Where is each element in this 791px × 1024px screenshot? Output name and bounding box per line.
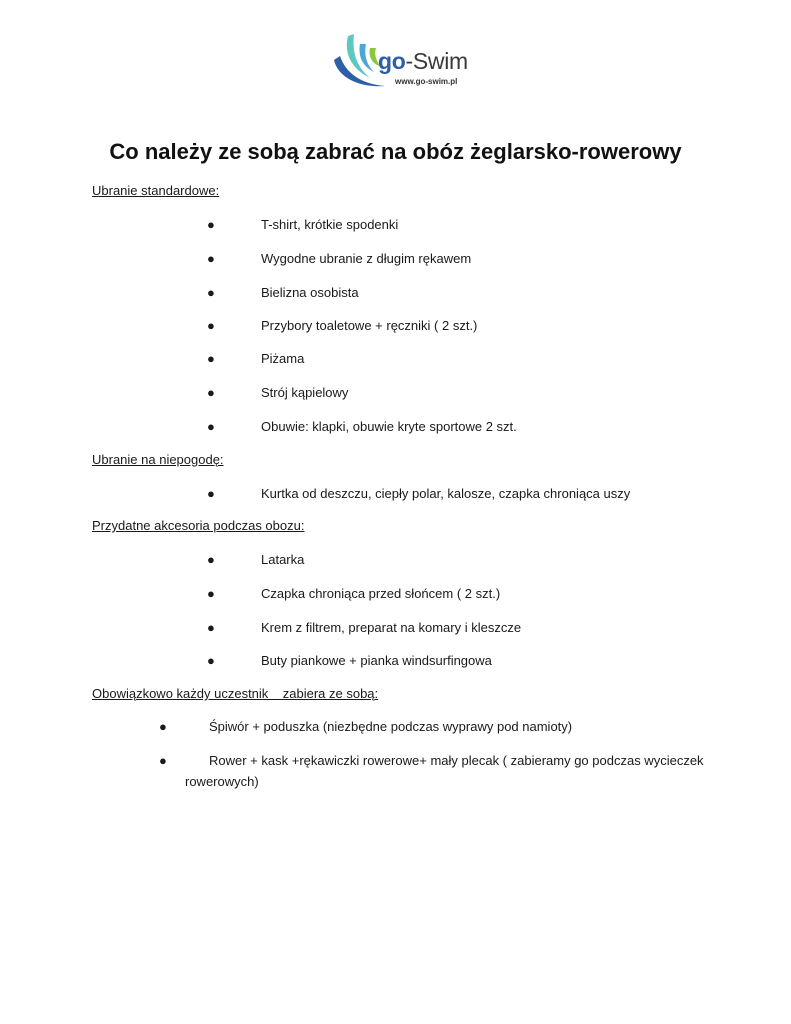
list-item — [207, 350, 305, 368]
bullet-icon: ● — [159, 719, 167, 734]
list-item-text: Czapka chroniąca przed słońcem ( 2 szt.) — [261, 586, 501, 601]
list-item — [207, 384, 349, 402]
list-item — [207, 317, 478, 335]
list-item — [207, 652, 492, 670]
list-item-text: Piżama — [261, 351, 305, 366]
list-item-text: Śpiwór + poduszka (niezbędne podczas wyprawy pod namioty) — [209, 719, 573, 734]
bullet-icon: ● — [207, 586, 215, 601]
list-item-text: Kurtka od deszczu, ciepły polar, kalosze, czapka chroniąca uszy — [261, 486, 631, 501]
bullet-icon: ● — [207, 351, 215, 366]
list-item — [207, 485, 631, 503]
bullet-icon: ● — [207, 251, 215, 266]
bullet-icon: ● — [207, 653, 215, 668]
list-item-text: Wygodne ubranie z długim rękawem — [261, 251, 472, 266]
bullet-icon: ● — [207, 419, 215, 434]
bullet-icon: ● — [159, 753, 167, 768]
list-item-text: Buty piankowe + pianka windsurfingowa — [261, 653, 492, 668]
list-item-text: Latarka — [261, 552, 305, 567]
bullet-icon: ● — [207, 385, 215, 400]
list-item-text: Bielizna osobista — [261, 285, 359, 300]
list-item — [159, 752, 704, 770]
bullet-icon: ● — [207, 217, 215, 232]
list-item — [207, 216, 399, 234]
list-item-text: Strój kąpielowy — [261, 385, 349, 400]
list-item — [207, 585, 501, 603]
page-title: Co należy ze sobą zabrać na obóz żeglarsko-rowerowy — [109, 139, 682, 164]
section-heading-mandatory: Obowiązkowo każdy uczestnik zabiera ze sobą: — [92, 686, 379, 701]
bullet-icon: ● — [207, 285, 215, 300]
bullet-icon: ● — [207, 486, 215, 501]
logo-swim-text: -Swim — [405, 48, 468, 74]
list-item-text: Krem z filtrem, preparat na komary i kleszcze — [261, 620, 522, 635]
list-item — [159, 718, 573, 736]
list-item — [207, 619, 522, 637]
section-heading-accessories: Przydatne akcesoria podczas obozu: — [92, 518, 305, 533]
list-item — [207, 284, 359, 302]
list-item — [207, 418, 517, 436]
list-item-text: Przybory toaletowe + ręczniki ( 2 szt.) — [261, 318, 478, 333]
bullet-icon: ● — [207, 552, 215, 567]
list-item-continuation: rowerowych) — [185, 774, 259, 789]
list-item — [207, 551, 305, 569]
list-item-text: Rower + kask +rękawiczki rowerowe+ mały plecak ( zabieramy go podczas wycieczek — [209, 753, 704, 768]
bullet-icon: ● — [207, 620, 215, 635]
list-item-text: T-shirt, krótkie spodenki — [261, 217, 399, 232]
list-item — [207, 250, 472, 268]
logo-url: www.go-swim.pl — [395, 77, 458, 86]
logo-wordmark — [378, 48, 468, 74]
bullet-icon: ● — [207, 318, 215, 333]
go-swim-logo — [330, 30, 470, 92]
section-heading-standard-clothing: Ubranie standardowe: — [92, 183, 220, 198]
section-heading-bad-weather: Ubranie na niepogodę: — [92, 452, 224, 467]
logo-go-text: go — [378, 48, 406, 74]
list-item-text: Obuwie: klapki, obuwie kryte sportowe 2 szt. — [261, 419, 517, 434]
